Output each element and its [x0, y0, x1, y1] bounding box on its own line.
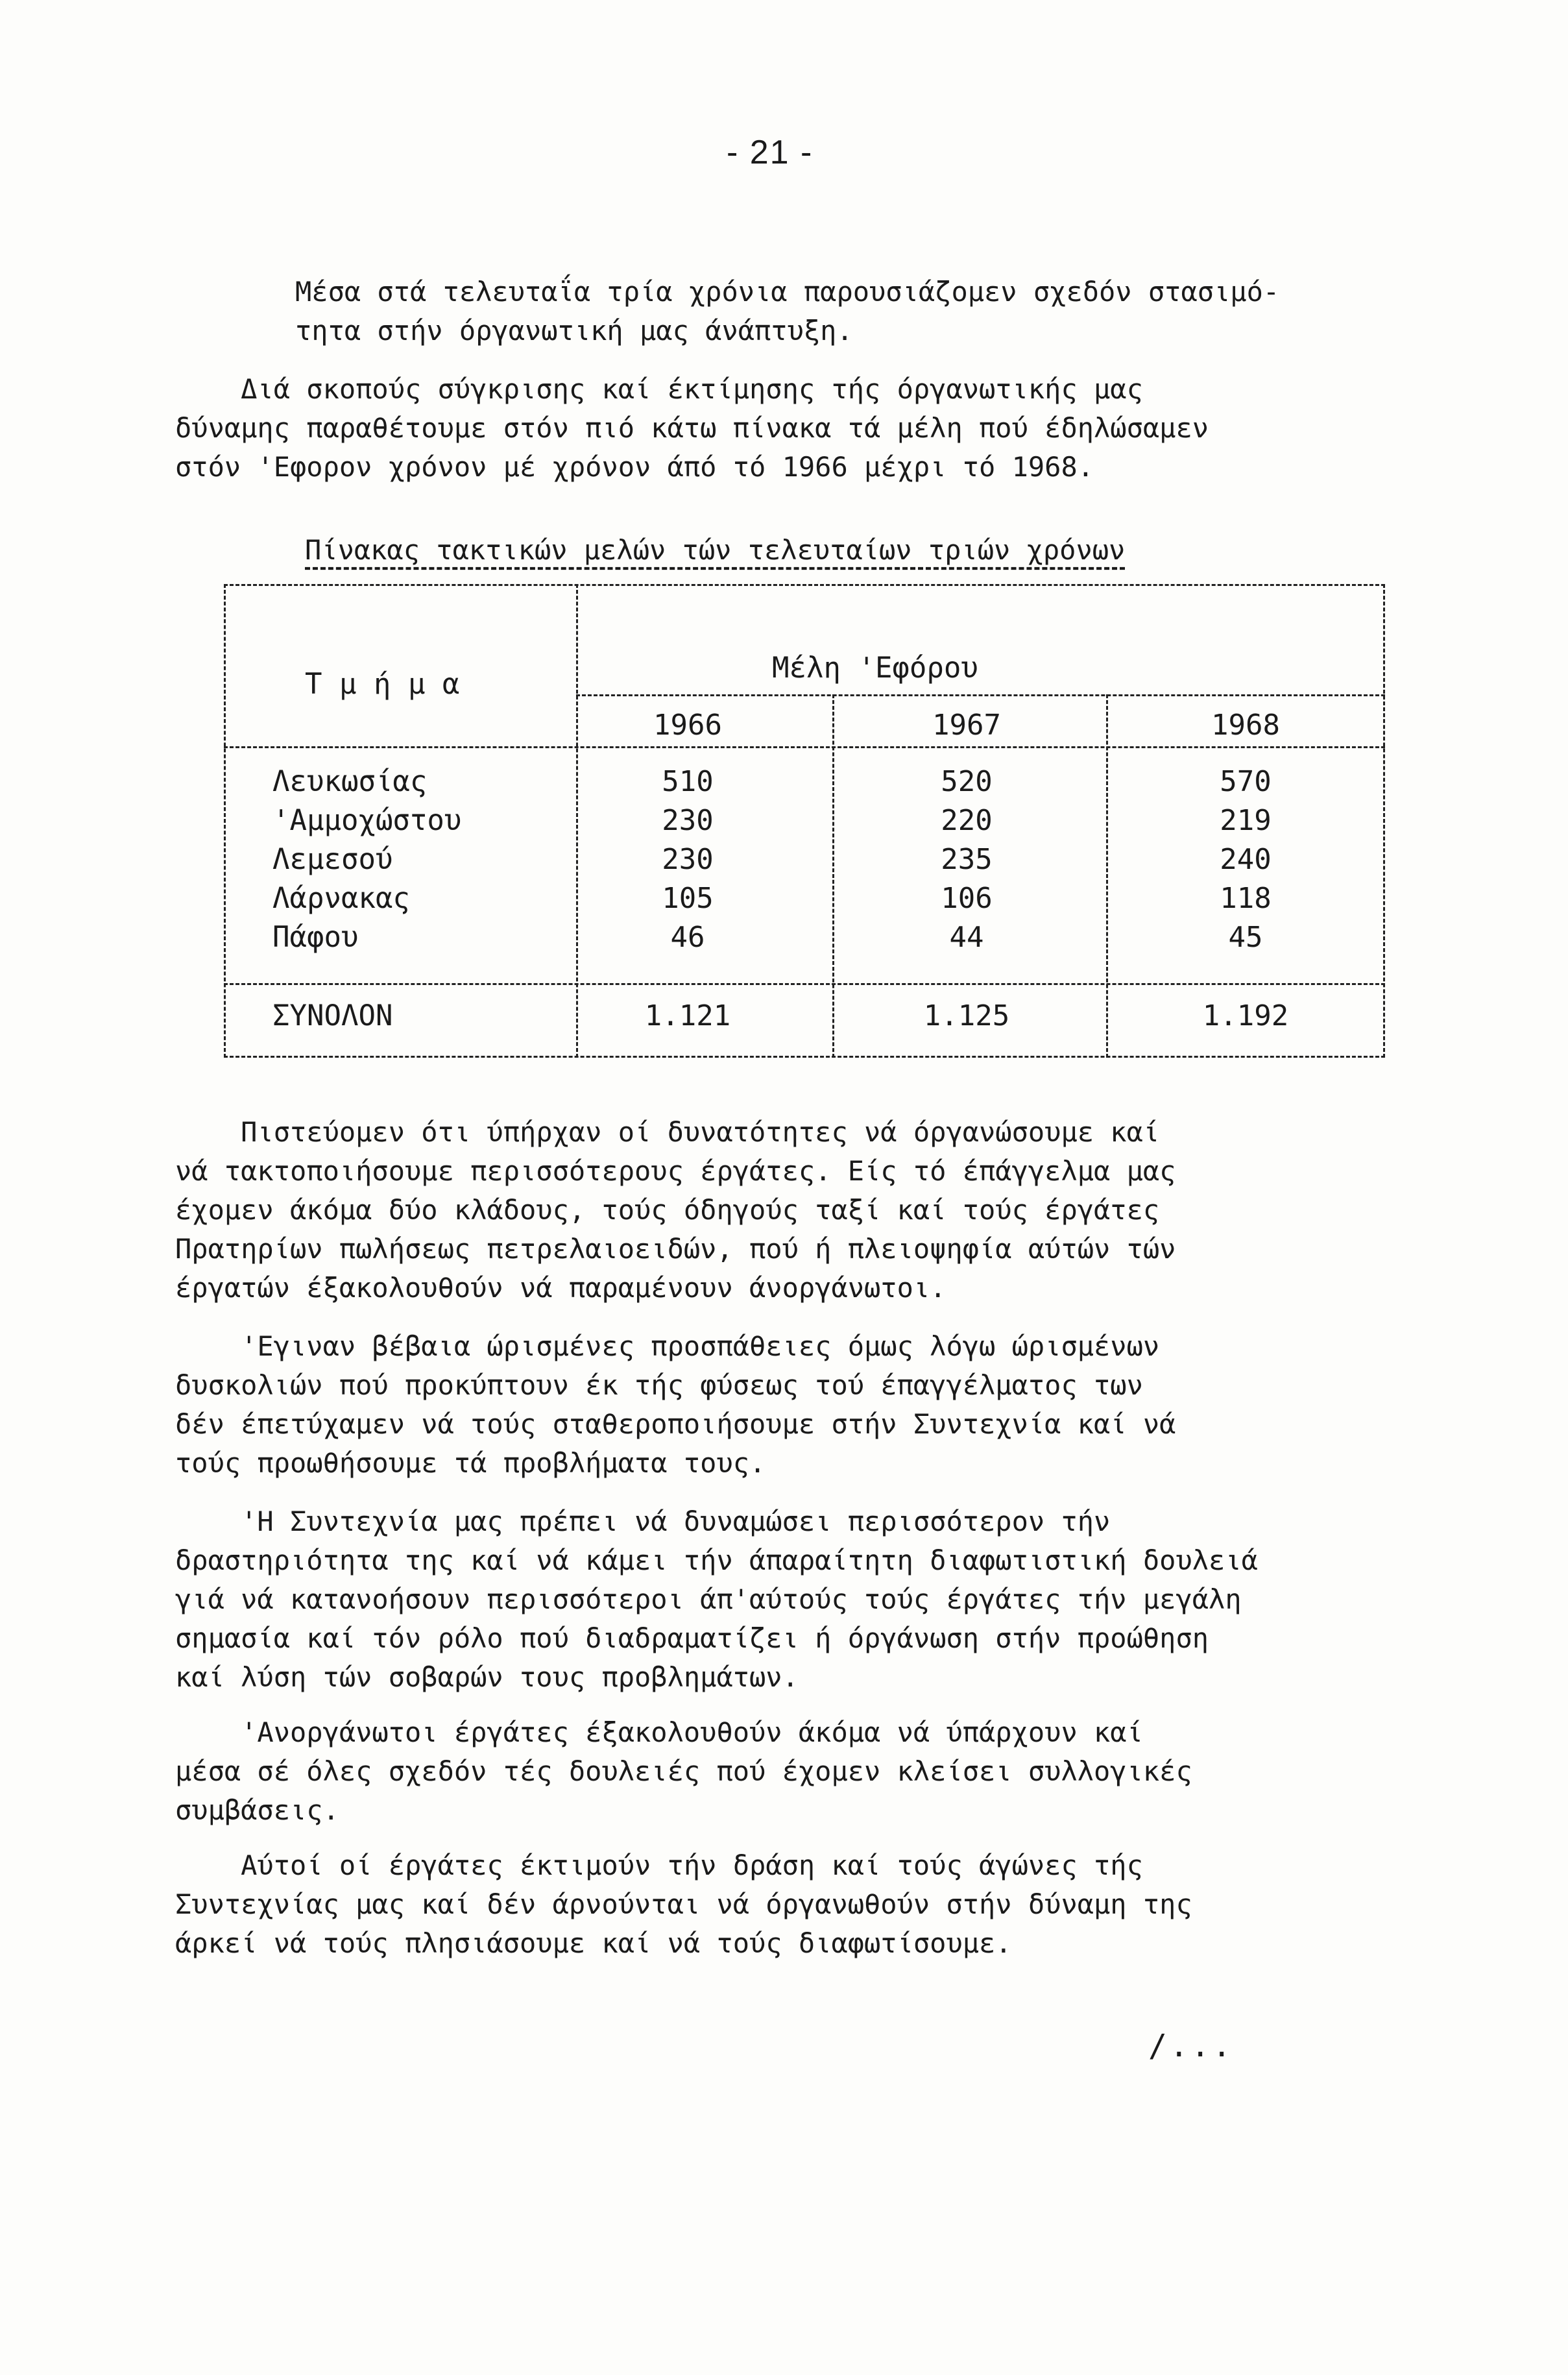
row-value-1966: 510	[662, 765, 714, 798]
col-header-1968: 1968	[1211, 709, 1280, 742]
row-value-1966: 230	[662, 843, 714, 876]
row-name: Λευκωσίας	[272, 765, 428, 798]
row-name: Πάφου	[272, 921, 359, 954]
row-value-1968: 240	[1220, 843, 1272, 876]
row-value-1967: 520	[941, 765, 993, 798]
row-value-1968: 219	[1220, 804, 1272, 837]
row-value-1968: 45	[1228, 921, 1263, 954]
paragraph-5: 'Η Συντεχνία μας πρέπει νά δυναμώσει περισσότερον τήν δραστηριότητα της καί νά κάμει τήν άπαραίτητη διαφωτιστική δουλειά γιά νά κατανοήσουν περισσότεροι άπ'αύτούς τούς έργάτες τήν μεγάλη σημασία καί τόν ρόλο πού διαδραματίζει ή όργάνωση στήν προώθηση καί λύση τών σοβαρών τους προβλημάτων.	[175, 1505, 1258, 1693]
paragraph-2: Διά σκοπούς σύγκρισης καί έκτίμησης τής όργανωτικής μας δύναμης παραθέτουμε στόν πιό κάτω πίνακα τά μέλη πού έδηλώσαμεν στόν 'Εφορον χρόνον μέ χρόνον άπό τό 1966 μέχρι τό 1968.	[175, 373, 1209, 483]
total-label: ΣΥΝΟΛΟΝ	[272, 999, 393, 1032]
row-value-1968: 118	[1220, 882, 1272, 915]
row-value-1967: 235	[941, 843, 993, 876]
paragraph-6: 'Ανοργάνωτοι έργάτες έξακολουθούν άκόμα νά ύπάρχουν καί μέσα σέ όλες σχεδόν τές δουλειές πού έχομεν κλείσει συλλογικές συμβάσεις.	[175, 1716, 1192, 1826]
row-value-1966: 230	[662, 804, 714, 837]
row-value-1967: 44	[949, 921, 984, 954]
group-header-divider	[576, 694, 1385, 696]
table-title: Πίνακας τακτικών μελών τών τελευταίων τριών χρόνων	[305, 534, 1126, 566]
row-value-1967: 106	[941, 882, 993, 915]
row-value-1967: 220	[941, 804, 993, 837]
row-name: Λάρνακας	[272, 882, 410, 915]
col-header-members: Μέλη 'Εφόρου	[772, 652, 978, 685]
col-header-1966: 1966	[653, 709, 722, 742]
col-1966-divider	[832, 694, 834, 1058]
total-1967: 1.125	[923, 999, 1010, 1032]
page-number: - 21 -	[727, 134, 814, 171]
paragraph-4: 'Εγιναν βέβαια ώρισμένες προσπάθειες όμως λόγω ώρισμένων δυσκολιών πού προκύπτουν έκ τής φύσεως τού έπαγγέλματος των δέν έπετύχαμεν νά τούς σταθεροποιήσουμε στήν Συντεχνία καί νά τούς προωθήσουμε τά προβλήματα τους.	[175, 1330, 1176, 1479]
total-1968: 1.192	[1202, 999, 1289, 1032]
col-header-1967: 1967	[932, 709, 1001, 742]
row-name: 'Αμμοχώστου	[272, 804, 462, 837]
paragraph-1: Μέσα στά τελευταΐα τρία χρόνια παρουσιάζομεν σχεδόν στασιμό- τητα στήν όργανωτική μας άνάπτυξη.	[295, 276, 1280, 347]
paragraph-7: Αύτοί οί έργάτες έκτιμούν τήν δράση καί τούς άγώνες τής Συντεχνίας μας καί δέν άρνούνται νά όργανωθούν στήν δύναμη της άρκεί νά τούς πλησιάσουμε καί νά τούς διαφωτίσουμε.	[175, 1849, 1192, 1959]
row-value-1966: 105	[662, 882, 714, 915]
row-value-1968: 570	[1220, 765, 1272, 798]
col-header-dept: Τ μ ή μ α	[305, 668, 460, 701]
header-divider	[224, 746, 1385, 748]
paragraph-3: Πιστεύομεν ότι ύπήρχαν οί δυνατότητες νά όργανώσουμε καί νά τακτοποιήσουμε περισσότερους έργάτες. Είς τό έπάγγελμα μας έχομεν άκόμα δύο κλάδους, τούς όδηγούς ταξί καί τούς έργάτες Πρατηρίων πωλήσεως πετρελαιοειδών, πού ή πλειοψηφία αύτών τών έργατών έξακολουθούν νά παραμένουν άνοργάνωτοι.	[175, 1116, 1176, 1304]
dept-column-divider	[576, 584, 578, 1058]
col-1967-divider	[1106, 694, 1108, 1058]
row-value-1966: 46	[670, 921, 705, 954]
continuation-mark: /...	[1148, 2028, 1234, 2064]
total-divider	[224, 983, 1385, 985]
row-name: Λεμεσού	[272, 843, 393, 876]
total-1966: 1.121	[644, 999, 731, 1032]
